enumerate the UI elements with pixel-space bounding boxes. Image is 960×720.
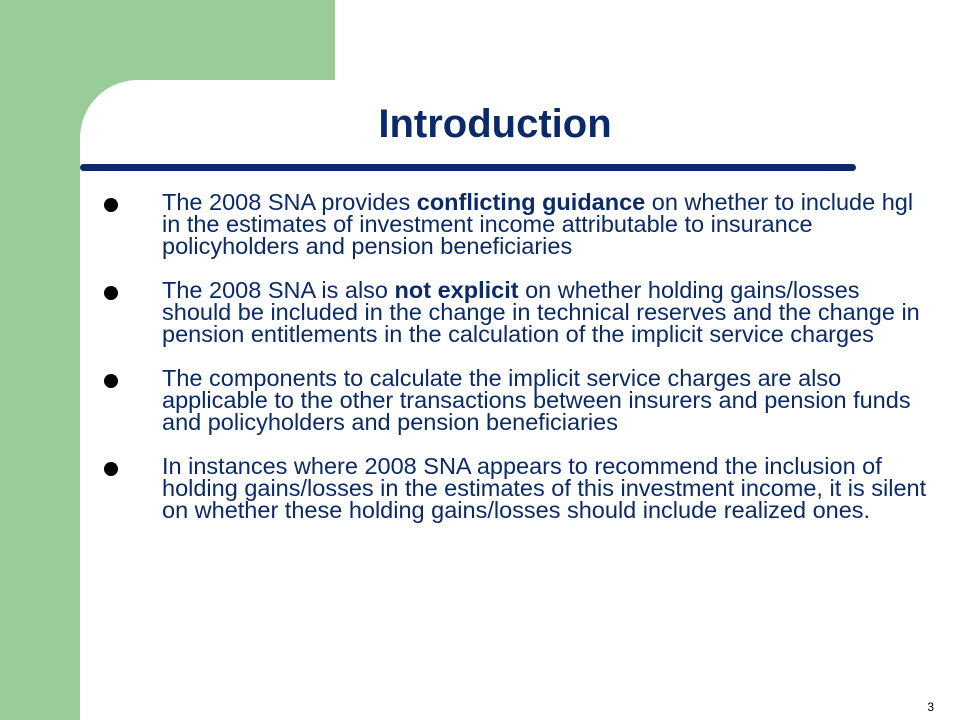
bullet-segment: The components to calculate the implicit service charges are also applicable to the other transactions between insurers and pension funds and policyholders and pension beneficiaries (162, 365, 911, 435)
bullet-segment-bold: conflicting guidance (416, 189, 646, 215)
page-number: 3 (927, 700, 934, 714)
bullet-item (104, 455, 934, 521)
bullet-item (104, 367, 934, 433)
bullet-dot-icon (104, 286, 118, 300)
bullet-item (104, 279, 934, 345)
slide-title: Introduction (378, 102, 612, 146)
bullet-text (162, 279, 934, 345)
bullet-segment: on whether to include hgl in the estimates of investment income attributable to insurance policyholders and pension beneficiaries (162, 189, 914, 259)
bullet-segment: The 2008 SNA provides (162, 189, 417, 215)
bullet-dot-icon (104, 462, 118, 476)
bullet-segment: on whether holding gains/losses should be included in the change in technical reserves and the change in pension entitlements in the calculation of the implicit service charges (162, 277, 920, 347)
bullet-item (104, 191, 934, 257)
title-underline (80, 164, 856, 171)
bullet-segment-bold: not explicit (394, 277, 519, 303)
bullet-segment: The 2008 SNA is also (162, 277, 395, 303)
bullet-segment: In instances where 2008 SNA appears to recommend the inclusion of holding gains/losses in the estimates of this investment income, it is silent on whether these holding gains/losses should include realized ones. (162, 453, 927, 523)
bullet-list (104, 191, 934, 543)
bullet-text (162, 367, 934, 433)
bullet-dot-icon (104, 198, 118, 212)
bullet-dot-icon (104, 374, 118, 388)
bullet-text (162, 191, 934, 257)
bullet-text (162, 455, 934, 521)
